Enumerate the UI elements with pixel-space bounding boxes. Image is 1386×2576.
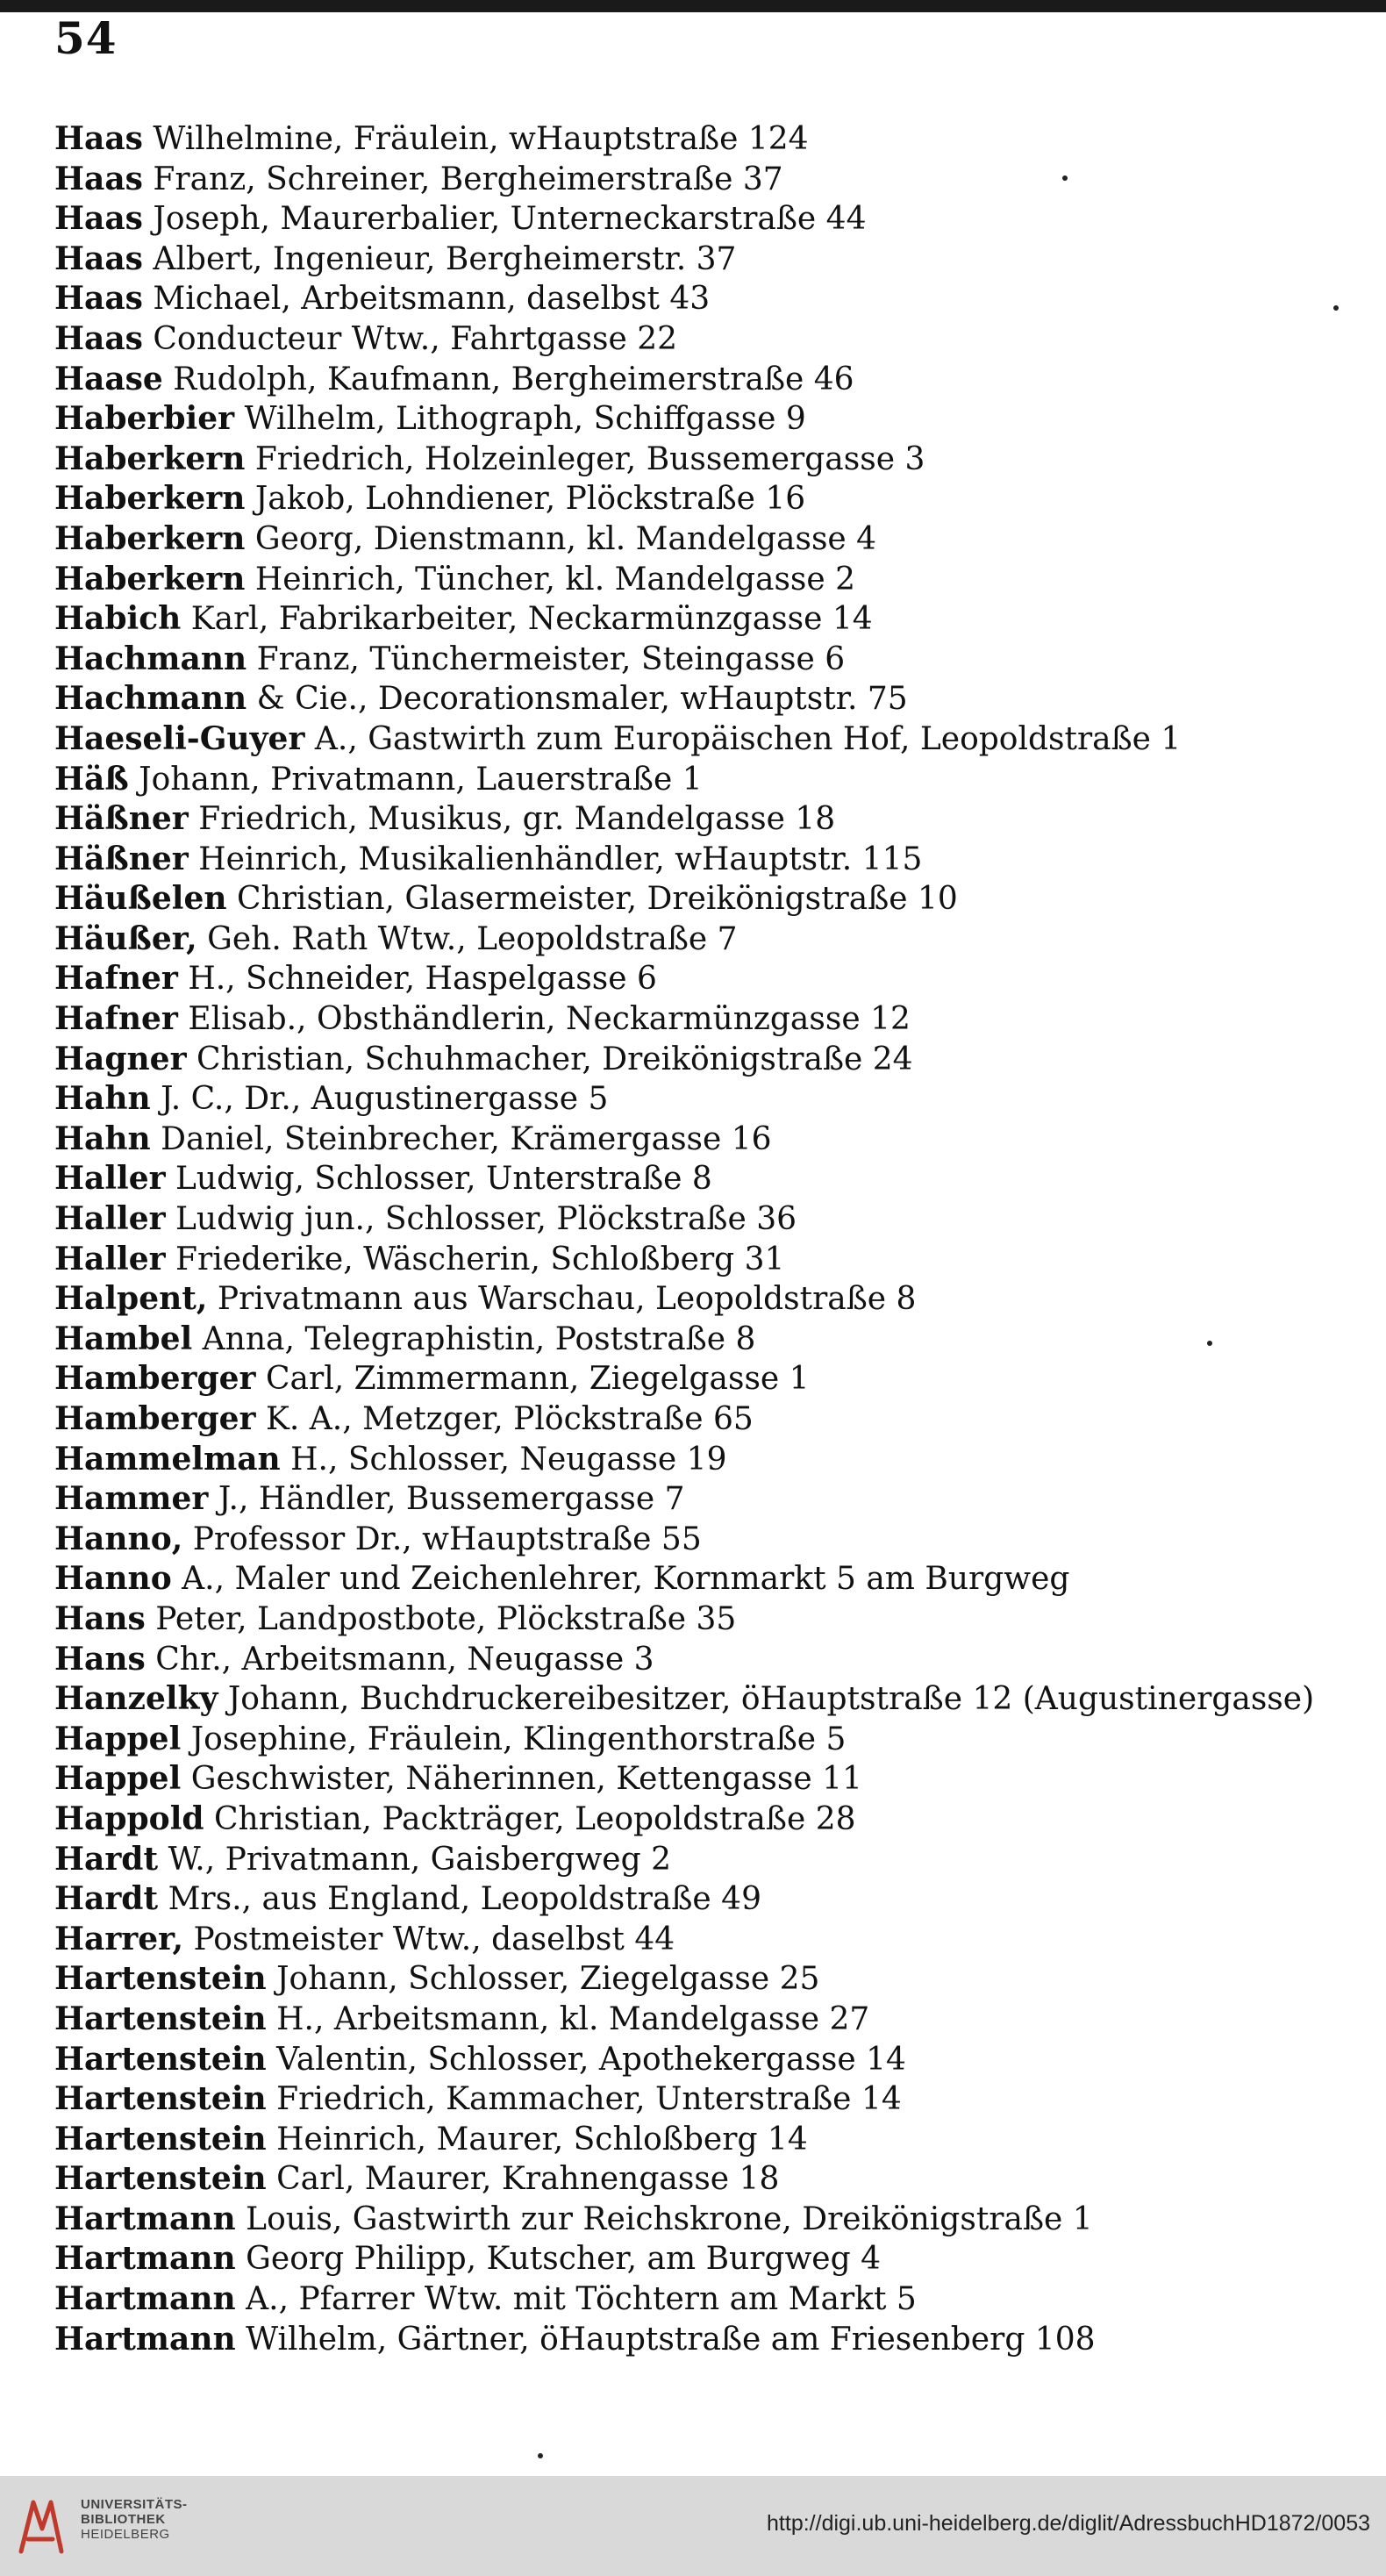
directory-entry (54, 2320, 1353, 2360)
entry-surname: Hafner (54, 1000, 178, 1038)
directory-entry (54, 479, 1353, 519)
entry-surname: Hartmann (54, 2240, 236, 2278)
entry-details: Valentin, Schlosser, Apothekergasse 14 (276, 2041, 906, 2078)
entry-details: Friedrich, Holzeinleger, Bussemergasse 3 (254, 440, 925, 477)
entry-surname: Hammelman (54, 1440, 281, 1478)
directory-entry (54, 1720, 1353, 1760)
speck-mark (538, 2453, 543, 2458)
entry-details: Franz, Tünchermeister, Steingasse 6 (256, 640, 846, 677)
entry-surname: Hans (54, 1640, 146, 1678)
entry-details: Chr., Arbeitsmann, Neugasse 3 (155, 1641, 654, 1678)
directory-entry (54, 2200, 1353, 2240)
directory-entry (54, 1320, 1353, 1360)
directory-entry (54, 2000, 1353, 2040)
entry-surname: Haberbier (54, 400, 235, 438)
speck-mark (1333, 305, 1339, 311)
entry-surname: Hachmann (54, 680, 247, 718)
directory-entry (54, 2239, 1353, 2279)
directory-entry (54, 1879, 1353, 1920)
entry-details: Joseph, Maurerbalier, Unterneckarstraße 44 (153, 201, 867, 238)
directory-entry (54, 2040, 1353, 2080)
directory-entry (54, 240, 1353, 280)
directory-entry (54, 1079, 1353, 1120)
entry-surname: Haas (54, 200, 143, 238)
entry-surname: Haas (54, 280, 143, 318)
directory-entry (54, 1359, 1353, 1399)
entry-details: J., Händler, Bussemergasse 7 (218, 1481, 685, 1518)
entry-surname: Happold (54, 1800, 204, 1837)
source-url-link[interactable]: http://digi.ub.uni-heidelberg.de/diglit/AdressbuchHD1872/0053 (767, 2511, 1370, 2536)
entry-details: & Cie., Decorationsmaler, wHauptstr. 75 (256, 681, 908, 718)
directory-entries (54, 119, 1353, 2359)
entry-surname: Hardt (54, 1880, 159, 1918)
directory-entry (54, 1159, 1353, 1199)
directory-entry (54, 440, 1353, 480)
entry-surname: Hambel (54, 1320, 193, 1357)
entry-details: Mrs., aus England, Leopoldstraße 49 (168, 1881, 761, 1918)
footer-bar (0, 2476, 1386, 2576)
entry-details: Georg, Dienstmann, kl. Mandelgasse 4 (254, 520, 877, 557)
entry-details: Louis, Gastwirth zur Reichskrone, Dreikönigstraße 1 (246, 2200, 1093, 2237)
entry-surname: Habich (54, 600, 182, 638)
entry-details: Heinrich, Tüncher, kl. Mandelgasse 2 (254, 561, 856, 597)
entry-details: Johann, Schlosser, Ziegelgasse 25 (276, 1961, 820, 1998)
directory-entry (54, 2120, 1353, 2160)
entry-surname: Hammer (54, 1480, 209, 1518)
directory-entry (54, 2279, 1353, 2320)
speck-mark (1207, 1341, 1212, 1346)
directory-entry (54, 840, 1353, 880)
entry-surname: Hartenstein (54, 2160, 267, 2198)
directory-entry (54, 1240, 1353, 1280)
entry-surname: Hartmann (54, 2200, 236, 2237)
entry-details: Franz, Schreiner, Bergheimerstraße 37 (153, 161, 783, 197)
entry-surname: Hartenstein (54, 2120, 267, 2157)
directory-entry (54, 1759, 1353, 1800)
directory-entry (54, 1599, 1353, 1640)
entry-surname: Hartenstein (54, 2000, 267, 2037)
entry-surname: Haas (54, 120, 143, 157)
entry-details: Geschwister, Näherinnen, Kettengasse 11 (190, 1761, 862, 1798)
entry-details: Christian, Packträger, Leopoldstraße 28 (214, 1800, 856, 1837)
directory-entry (54, 1800, 1353, 1840)
entry-details: A., Maler und Zeichenlehrer, Kornmarkt 5 am Burgweg (182, 1561, 1070, 1598)
directory-entry (54, 799, 1353, 840)
entry-surname: Haberkern (54, 560, 246, 597)
page-number: 54 (54, 12, 118, 64)
entry-surname: Haberkern (54, 440, 246, 477)
entry-surname: Haller (54, 1160, 166, 1198)
entry-details: Geh. Rath Wtw., Leopoldstraße 7 (207, 920, 738, 957)
entry-surname: Haase (54, 360, 163, 397)
directory-entry (54, 360, 1353, 400)
entry-details: Carl, Maurer, Krahnengasse 18 (276, 2161, 780, 2198)
entry-details: Ludwig, Schlosser, Unterstraße 8 (175, 1161, 712, 1198)
directory-entry (54, 959, 1353, 999)
entry-details: Friederike, Wäscherin, Schloßberg 31 (175, 1241, 785, 1277)
entry-details: H., Arbeitsmann, kl. Mandelgasse 27 (276, 2000, 870, 2037)
directory-entry (54, 560, 1353, 600)
university-library-logo-icon (12, 2494, 68, 2560)
entry-surname: Hans (54, 1599, 146, 1637)
directory-entry (54, 199, 1353, 240)
entry-details: Josephine, Fräulein, Klingenthorstraße 5 (190, 1721, 847, 1757)
entry-surname: Hahn (54, 1120, 151, 1157)
entry-details: Karl, Fabrikarbeiter, Neckarmünzgasse 14 (190, 601, 873, 638)
entry-details: Wilhelm, Gärtner, öHauptstraße am Friesenberg 108 (246, 2321, 1096, 2358)
directory-entry (54, 1040, 1353, 1080)
entry-details: A., Gastwirth zum Europäischen Hof, Leopoldstraße 1 (314, 720, 1182, 757)
directory-entry (54, 599, 1353, 640)
directory-entry (54, 679, 1353, 719)
entry-surname: Happel (54, 1760, 182, 1798)
directory-entry (54, 1959, 1353, 2000)
directory-entry (54, 1399, 1353, 1440)
entry-surname: Häßner (54, 840, 189, 877)
entry-details: Heinrich, Musikalienhändler, wHauptstr. 115 (198, 841, 923, 877)
entry-surname: Hanno (54, 1560, 172, 1598)
entry-details: Friedrich, Kammacher, Unterstraße 14 (276, 2081, 902, 2118)
top-rule (0, 0, 1386, 12)
entry-surname: Haeseli-Guyer (54, 719, 305, 757)
entry-details: Postmeister Wtw., daselbst 44 (193, 1921, 675, 1957)
directory-entry (54, 1559, 1353, 1599)
entry-details: Ludwig jun., Schlosser, Plöckstraße 36 (175, 1201, 797, 1238)
entry-surname: Haas (54, 240, 143, 277)
entry-details: H., Schneider, Haspelgasse 6 (188, 961, 657, 998)
entry-surname: Hardt (54, 1840, 159, 1878)
directory-entry (54, 319, 1353, 360)
entry-details: Privatmann aus Warschau, Leopoldstraße 8 (217, 1281, 917, 1318)
directory-entry (54, 1479, 1353, 1520)
entry-surname: Häß (54, 760, 129, 798)
entry-surname: Haberkern (54, 480, 246, 518)
entry-surname: Häußelen (54, 880, 227, 918)
entry-details: A., Pfarrer Wtw. mit Töchtern am Markt 5 (246, 2281, 917, 2318)
directory-entry (54, 160, 1353, 200)
entry-surname: Hartenstein (54, 1960, 267, 1998)
entry-surname: Haller (54, 1240, 166, 1277)
directory-entry (54, 640, 1353, 680)
entry-surname: Harrer, (54, 1920, 184, 1957)
entry-surname: Haas (54, 319, 143, 357)
entry-details: Daniel, Steinbrecher, Krämergasse 16 (161, 1120, 772, 1157)
directory-entry (54, 999, 1353, 1040)
entry-surname: Hafner (54, 960, 178, 998)
entry-details: Michael, Arbeitsmann, daselbst 43 (153, 281, 711, 318)
entry-surname: Happel (54, 1720, 182, 1757)
entry-surname: Haberkern (54, 519, 246, 557)
entry-surname: Hartenstein (54, 2080, 267, 2118)
entry-surname: Hahn (54, 1080, 151, 1118)
entry-surname: Hartmann (54, 2320, 236, 2358)
entry-surname: Hartenstein (54, 2040, 267, 2078)
entry-details: Georg Philipp, Kutscher, am Burgweg 4 (246, 2241, 881, 2278)
entry-details: Carl, Zimmermann, Ziegelgasse 1 (265, 1361, 810, 1398)
entry-details: Christian, Schuhmacher, Dreikönigstraße 24 (196, 1041, 913, 1077)
directory-entry (54, 119, 1353, 160)
entry-surname: Haas (54, 160, 143, 197)
directory-entry (54, 879, 1353, 919)
entry-details: Heinrich, Maurer, Schloßberg 14 (276, 2121, 808, 2157)
entry-details: Jakob, Lohndiener, Plöckstraße 16 (254, 481, 806, 518)
entry-details: W., Privatmann, Gaisbergweg 2 (168, 1841, 671, 1878)
directory-entry (54, 760, 1353, 800)
entry-details: Wilhelm, Lithograph, Schiffgasse 9 (244, 401, 806, 438)
directory-entry (54, 2159, 1353, 2200)
entry-details: Johann, Buchdruckereibesitzer, öHauptstraße 12 (Augustinergasse) (227, 1681, 1315, 1718)
entry-surname: Hanno, (54, 1520, 183, 1557)
directory-entry (54, 1520, 1353, 1560)
entry-surname: Hagner (54, 1040, 187, 1077)
entry-surname: Hamberger (54, 1400, 256, 1437)
directory-entry (54, 1279, 1353, 1320)
entry-details: Rudolph, Kaufmann, Bergheimerstraße 46 (173, 361, 854, 397)
entry-surname: Haller (54, 1200, 166, 1238)
entry-details: J. C., Dr., Augustinergasse 5 (161, 1081, 609, 1118)
entry-surname: Hamberger (54, 1360, 256, 1398)
entry-surname: Halpent, (54, 1280, 208, 1318)
entry-details: Wilhelmine, Fräulein, wHauptstraße 124 (153, 121, 809, 157)
entry-surname: Hartmann (54, 2280, 236, 2318)
entry-surname: Häßner (54, 800, 189, 838)
directory-entry (54, 2079, 1353, 2120)
directory-entry (54, 279, 1353, 319)
directory-entry (54, 399, 1353, 440)
speck-mark (1062, 175, 1068, 181)
directory-entry (54, 919, 1353, 960)
library-name: UNIVERSITÄTS- BIBLIOTHEK HEIDELBERG (81, 2497, 188, 2542)
directory-entry (54, 1440, 1353, 1480)
entry-details: Conducteur Wtw., Fahrtgasse 22 (153, 320, 678, 357)
entry-surname: Hachmann (54, 640, 247, 677)
directory-entry (54, 1199, 1353, 1240)
entry-details: Johann, Privatmann, Lauerstraße 1 (139, 761, 703, 798)
directory-entry (54, 1120, 1353, 1160)
entry-details: Christian, Glasermeister, Dreikönigstraße 10 (236, 881, 958, 918)
entry-details: Professor Dr., wHauptstraße 55 (192, 1521, 702, 1557)
entry-surname: Häußer, (54, 919, 197, 957)
entry-details: H., Schlosser, Neugasse 19 (290, 1441, 727, 1478)
directory-entry (54, 1840, 1353, 1880)
directory-entry (54, 519, 1353, 560)
entry-details: Elisab., Obsthändlerin, Neckarmünzgasse 12 (188, 1001, 911, 1038)
entry-details: K. A., Metzger, Plöckstraße 65 (265, 1401, 754, 1437)
entry-surname: Hanzelky (54, 1680, 218, 1718)
entry-details: Peter, Landpostbote, Plöckstraße 35 (155, 1600, 737, 1637)
directory-entry (54, 1640, 1353, 1680)
directory-entry (54, 1679, 1353, 1720)
entry-details: Anna, Telegraphistin, Poststraße 8 (202, 1320, 756, 1357)
entry-details: Albert, Ingenieur, Bergheimerstr. 37 (153, 240, 737, 277)
entry-details: Friedrich, Musikus, gr. Mandelgasse 18 (198, 801, 836, 838)
directory-entry (54, 1920, 1353, 1960)
directory-entry (54, 719, 1353, 760)
